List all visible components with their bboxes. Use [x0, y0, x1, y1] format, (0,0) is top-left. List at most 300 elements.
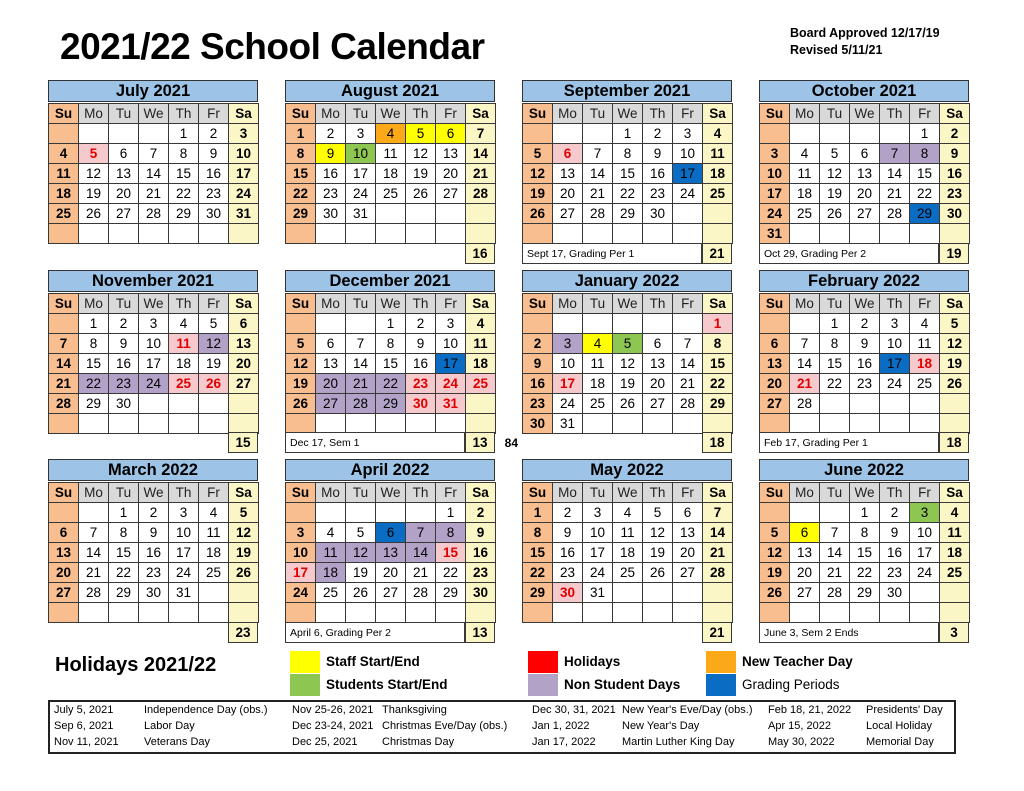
month-title: September 2021: [522, 80, 732, 102]
day-header-we: We: [613, 483, 643, 503]
day-cell: 3: [139, 313, 169, 333]
day-cell: [820, 393, 850, 413]
day-cell: 9: [109, 333, 139, 353]
holiday-date: Nov 25-26, 2021: [292, 704, 374, 716]
day-cell: 24: [910, 563, 940, 583]
months-grid: [48, 80, 969, 643]
day-cell: [109, 603, 139, 623]
day-cell: 28: [673, 393, 703, 413]
day-cell: 8: [523, 523, 553, 543]
day-cell: [523, 603, 553, 623]
day-cell: 16: [316, 164, 346, 184]
day-cell: [139, 413, 169, 433]
day-header-mo: Mo: [790, 293, 820, 313]
month-footer-count: 18: [702, 432, 732, 453]
month-footer-note: Dec 17, Sem 1: [285, 432, 465, 453]
day-cell: 22: [703, 373, 733, 393]
legend-label: New Teacher Day: [742, 654, 853, 669]
day-cell: [199, 603, 229, 623]
day-cell: 23: [109, 373, 139, 393]
day-header-th: Th: [643, 104, 673, 124]
day-header-tu: Tu: [583, 104, 613, 124]
day-cell: 17: [286, 563, 316, 583]
day-cell: 25: [466, 373, 496, 393]
day-cell: 6: [553, 144, 583, 164]
day-cell: 9: [466, 523, 496, 543]
day-cell: 28: [79, 583, 109, 603]
holiday-name: Martin Luther King Day: [622, 735, 735, 748]
day-cell: 18: [466, 353, 496, 373]
day-cell: [910, 224, 940, 244]
day-header-we: We: [139, 483, 169, 503]
day-cell: 22: [79, 373, 109, 393]
day-cell: 29: [169, 204, 199, 224]
day-cell: 29: [850, 583, 880, 603]
day-cell: 24: [436, 373, 466, 393]
day-cell: 18: [169, 353, 199, 373]
day-header-th: Th: [880, 104, 910, 124]
holiday-name: Christmas Day: [382, 735, 455, 748]
month-september-2021: [522, 80, 732, 264]
day-cell: [436, 204, 466, 224]
month-footer-note: [48, 432, 228, 453]
day-cell: 26: [79, 204, 109, 224]
day-cell: 30: [466, 583, 496, 603]
day-header-sa: Sa: [703, 483, 733, 503]
day-cell: 17: [169, 543, 199, 563]
day-cell: 27: [376, 583, 406, 603]
day-cell: 25: [49, 204, 79, 224]
day-cell: 17: [910, 543, 940, 563]
day-cell: [583, 313, 613, 333]
day-cell: 19: [229, 543, 259, 563]
day-cell: 21: [880, 184, 910, 204]
day-cell: [673, 224, 703, 244]
day-cell: 10: [760, 164, 790, 184]
day-cell: 20: [316, 373, 346, 393]
day-cell: 27: [316, 393, 346, 413]
day-cell: 9: [880, 523, 910, 543]
day-cell: 5: [406, 124, 436, 144]
day-cell: [376, 603, 406, 623]
day-cell: [466, 603, 496, 623]
legend-swatch-non-student-days: [528, 674, 558, 696]
day-header-we: We: [613, 104, 643, 124]
day-cell: 31: [553, 413, 583, 433]
day-cell: 25: [583, 393, 613, 413]
day-cell: 27: [553, 204, 583, 224]
day-cell: [850, 124, 880, 144]
day-cell: 18: [49, 184, 79, 204]
day-cell: 2: [466, 503, 496, 523]
day-cell: [286, 224, 316, 244]
day-header-tu: Tu: [109, 293, 139, 313]
holiday-date: Sep 6, 2021: [54, 719, 114, 732]
day-cell: 21: [49, 373, 79, 393]
holiday-name: Labor Day: [144, 719, 195, 732]
month-may-2022: [522, 459, 732, 643]
day-header-mo: Mo: [316, 293, 346, 313]
day-cell: 29: [523, 583, 553, 603]
day-cell: 14: [406, 543, 436, 563]
day-cell: 22: [613, 184, 643, 204]
day-cell: 1: [376, 313, 406, 333]
holiday-name: Presidents' Day: [866, 704, 943, 716]
day-cell: [880, 393, 910, 413]
day-cell: 24: [169, 563, 199, 583]
day-cell: 6: [229, 313, 259, 333]
month-october-2021: [759, 80, 969, 264]
day-cell: 26: [820, 204, 850, 224]
day-cell: 19: [760, 563, 790, 583]
day-header-tu: Tu: [583, 483, 613, 503]
day-cell: 31: [229, 204, 259, 224]
month-footer-count: 3: [939, 622, 969, 643]
month-grid: [48, 103, 259, 244]
month-footer: [285, 243, 495, 264]
day-header-mo: Mo: [316, 483, 346, 503]
month-footer-count: 13: [465, 432, 495, 453]
day-cell: 2: [553, 503, 583, 523]
day-cell: 12: [79, 164, 109, 184]
day-cell: 23: [139, 563, 169, 583]
day-cell: 18: [376, 164, 406, 184]
day-cell: 30: [109, 393, 139, 413]
day-cell: [880, 603, 910, 623]
day-cell: 11: [169, 333, 199, 353]
day-header-su: Su: [49, 104, 79, 124]
day-header-fr: Fr: [673, 483, 703, 503]
day-header-mo: Mo: [790, 483, 820, 503]
day-cell: 25: [703, 184, 733, 204]
day-cell: 21: [346, 373, 376, 393]
month-december-2021: [285, 270, 518, 454]
month-footer: [48, 622, 258, 643]
legend: [48, 650, 978, 700]
holiday-date: Jan 17, 2022: [532, 735, 596, 748]
day-cell: 4: [49, 144, 79, 164]
day-cell: 15: [910, 164, 940, 184]
day-cell: 23: [553, 563, 583, 583]
day-cell: 12: [286, 353, 316, 373]
day-cell: [406, 503, 436, 523]
day-cell: [79, 124, 109, 144]
month-footer-count: 23: [228, 622, 258, 643]
day-cell: 26: [760, 583, 790, 603]
day-cell: 17: [229, 164, 259, 184]
day-cell: 20: [436, 164, 466, 184]
day-cell: 7: [79, 523, 109, 543]
day-cell: 25: [790, 204, 820, 224]
day-cell: 1: [436, 503, 466, 523]
holiday-name: Local Holiday: [866, 719, 933, 732]
day-header-fr: Fr: [436, 104, 466, 124]
day-cell: 19: [523, 184, 553, 204]
day-cell: 10: [229, 144, 259, 164]
day-cell: 10: [553, 353, 583, 373]
day-cell: 12: [229, 523, 259, 543]
legend-item-staff-start-end: [290, 650, 448, 673]
day-header-we: We: [376, 293, 406, 313]
legend-label: Staff Start/End: [326, 654, 420, 669]
day-cell: [346, 413, 376, 433]
day-cell: 20: [553, 184, 583, 204]
day-cell: 11: [613, 523, 643, 543]
day-cell: 23: [643, 184, 673, 204]
month-footer: [285, 432, 495, 453]
day-cell: 16: [109, 353, 139, 373]
day-cell: 11: [703, 144, 733, 164]
day-cell: 8: [286, 144, 316, 164]
legend-swatch-holidays: [528, 651, 558, 673]
day-cell: [436, 224, 466, 244]
day-cell: [466, 224, 496, 244]
page-title: 2021/22 School Calendar: [60, 26, 485, 67]
day-cell: 8: [850, 523, 880, 543]
day-cell: 14: [49, 353, 79, 373]
day-cell: 18: [316, 563, 346, 583]
day-cell: 17: [553, 373, 583, 393]
day-cell: 28: [790, 393, 820, 413]
day-header-mo: Mo: [553, 483, 583, 503]
month-title: March 2022: [48, 459, 258, 481]
day-cell: 17: [436, 353, 466, 373]
day-cell: 24: [286, 583, 316, 603]
day-cell: 20: [673, 543, 703, 563]
day-cell: 22: [910, 184, 940, 204]
day-cell: 9: [406, 333, 436, 353]
day-cell: 15: [613, 164, 643, 184]
day-cell: 4: [940, 503, 970, 523]
day-cell: [940, 603, 970, 623]
day-cell: 16: [643, 164, 673, 184]
legend-label: Grading Periods: [742, 677, 840, 692]
day-cell: [286, 503, 316, 523]
day-header-fr: Fr: [199, 483, 229, 503]
day-header-sa: Sa: [466, 483, 496, 503]
day-cell: 3: [910, 503, 940, 523]
day-header-th: Th: [880, 293, 910, 313]
day-cell: 16: [850, 353, 880, 373]
day-cell: [940, 413, 970, 433]
month-grid: [522, 482, 733, 623]
day-header-th: Th: [406, 293, 436, 313]
day-cell: 9: [316, 144, 346, 164]
day-cell: 7: [346, 333, 376, 353]
day-cell: [790, 503, 820, 523]
day-header-tu: Tu: [820, 104, 850, 124]
board-approved-line: Board Approved 12/17/19: [790, 26, 940, 40]
holiday-name: Veterans Day: [144, 735, 211, 748]
day-cell: [820, 603, 850, 623]
month-footer-note: Oct 29, Grading Per 2: [759, 243, 939, 264]
day-cell: 26: [346, 583, 376, 603]
day-cell: [553, 313, 583, 333]
day-cell: 1: [109, 503, 139, 523]
day-cell: 25: [940, 563, 970, 583]
day-header-sa: Sa: [466, 293, 496, 313]
day-cell: 3: [286, 523, 316, 543]
day-cell: 26: [613, 393, 643, 413]
day-header-tu: Tu: [346, 293, 376, 313]
day-cell: [643, 413, 673, 433]
legend-swatch-staff-start-end: [290, 651, 320, 673]
holiday-date: Nov 11, 2021: [54, 735, 119, 748]
day-cell: [109, 224, 139, 244]
day-cell: 1: [613, 124, 643, 144]
day-header-we: We: [850, 483, 880, 503]
month-title: December 2021: [285, 270, 495, 292]
day-header-su: Su: [286, 483, 316, 503]
legend-item-grading-periods: [706, 673, 853, 696]
day-cell: 4: [169, 313, 199, 333]
month-grid: [759, 482, 970, 623]
day-header-tu: Tu: [346, 483, 376, 503]
day-cell: 15: [79, 353, 109, 373]
day-cell: 21: [703, 543, 733, 563]
day-cell: 8: [820, 333, 850, 353]
day-cell: 17: [139, 353, 169, 373]
day-cell: 20: [376, 563, 406, 583]
day-cell: 21: [583, 184, 613, 204]
holiday-name: New Year's Day: [622, 719, 700, 732]
month-grid: [48, 293, 259, 434]
day-cell: 11: [583, 353, 613, 373]
day-cell: 21: [673, 373, 703, 393]
day-cell: 7: [406, 523, 436, 543]
day-cell: 2: [940, 124, 970, 144]
day-cell: [760, 503, 790, 523]
day-header-mo: Mo: [316, 104, 346, 124]
day-cell: [673, 413, 703, 433]
day-cell: 28: [880, 204, 910, 224]
day-cell: [820, 413, 850, 433]
day-cell: 13: [436, 144, 466, 164]
day-cell: [229, 413, 259, 433]
day-cell: 19: [613, 373, 643, 393]
day-cell: 5: [820, 144, 850, 164]
day-header-su: Su: [760, 293, 790, 313]
day-cell: [49, 313, 79, 333]
legend-swatch-new-teacher-day: [706, 651, 736, 673]
day-cell: 19: [940, 353, 970, 373]
day-cell: [376, 413, 406, 433]
day-cell: 3: [169, 503, 199, 523]
day-cell: 15: [436, 543, 466, 563]
month-footer-count: 16: [465, 243, 495, 264]
day-cell: 2: [316, 124, 346, 144]
day-cell: 25: [613, 563, 643, 583]
day-header-sa: Sa: [940, 483, 970, 503]
day-cell: 3: [583, 503, 613, 523]
day-cell: [229, 224, 259, 244]
day-cell: 1: [703, 313, 733, 333]
day-cell: [49, 503, 79, 523]
day-cell: [79, 503, 109, 523]
month-title: May 2022: [522, 459, 732, 481]
day-cell: 24: [673, 184, 703, 204]
day-cell: 30: [523, 413, 553, 433]
month-august-2021: [285, 80, 495, 264]
day-cell: 23: [316, 184, 346, 204]
day-cell: [49, 124, 79, 144]
day-cell: 28: [406, 583, 436, 603]
month-footer-count: 13: [465, 622, 495, 643]
day-cell: [790, 124, 820, 144]
day-cell: 9: [940, 144, 970, 164]
day-cell: 21: [139, 184, 169, 204]
day-cell: [850, 603, 880, 623]
legend-label: Holidays: [564, 654, 621, 669]
day-header-su: Su: [49, 293, 79, 313]
day-cell: 29: [286, 204, 316, 224]
month-grid: [285, 293, 496, 434]
day-cell: 8: [703, 333, 733, 353]
day-cell: 10: [139, 333, 169, 353]
holiday-date: Jan 1, 2022: [532, 719, 590, 732]
day-cell: 23: [940, 184, 970, 204]
month-footer-note: June 3, Sem 2 Ends: [759, 622, 939, 643]
day-header-we: We: [613, 293, 643, 313]
day-header-su: Su: [523, 483, 553, 503]
legend-group: [528, 650, 680, 696]
day-cell: 21: [79, 563, 109, 583]
day-cell: 31: [760, 224, 790, 244]
day-cell: 29: [436, 583, 466, 603]
approval-note: [790, 25, 940, 59]
day-cell: 6: [49, 523, 79, 543]
day-cell: 20: [760, 373, 790, 393]
day-cell: 9: [199, 144, 229, 164]
day-header-tu: Tu: [109, 483, 139, 503]
day-cell: [583, 413, 613, 433]
day-cell: 17: [346, 164, 376, 184]
day-cell: 11: [940, 523, 970, 543]
legend-swatch-students-start-end: [290, 674, 320, 696]
day-cell: 14: [880, 164, 910, 184]
day-cell: 16: [199, 164, 229, 184]
day-cell: 20: [850, 184, 880, 204]
day-cell: 7: [880, 144, 910, 164]
holiday-name: New Year's Eve/Day (obs.): [622, 704, 753, 716]
day-cell: 12: [406, 144, 436, 164]
day-cell: 25: [316, 583, 346, 603]
day-cell: 12: [643, 523, 673, 543]
day-cell: [553, 124, 583, 144]
day-cell: [109, 413, 139, 433]
day-cell: 5: [523, 144, 553, 164]
month-footer-note: [285, 243, 465, 264]
day-cell: 10: [910, 523, 940, 543]
day-cell: [286, 313, 316, 333]
day-cell: 13: [376, 543, 406, 563]
day-cell: 6: [850, 144, 880, 164]
legend-item-new-teacher-day: [706, 650, 853, 673]
day-cell: 9: [850, 333, 880, 353]
day-cell: 11: [910, 333, 940, 353]
day-cell: 27: [436, 184, 466, 204]
day-cell: [169, 224, 199, 244]
day-cell: 27: [790, 583, 820, 603]
day-cell: 29: [376, 393, 406, 413]
day-header-tu: Tu: [346, 104, 376, 124]
day-cell: 18: [790, 184, 820, 204]
day-cell: [910, 583, 940, 603]
day-cell: 4: [703, 124, 733, 144]
day-header-sa: Sa: [229, 483, 259, 503]
day-cell: 20: [229, 353, 259, 373]
day-cell: 19: [286, 373, 316, 393]
